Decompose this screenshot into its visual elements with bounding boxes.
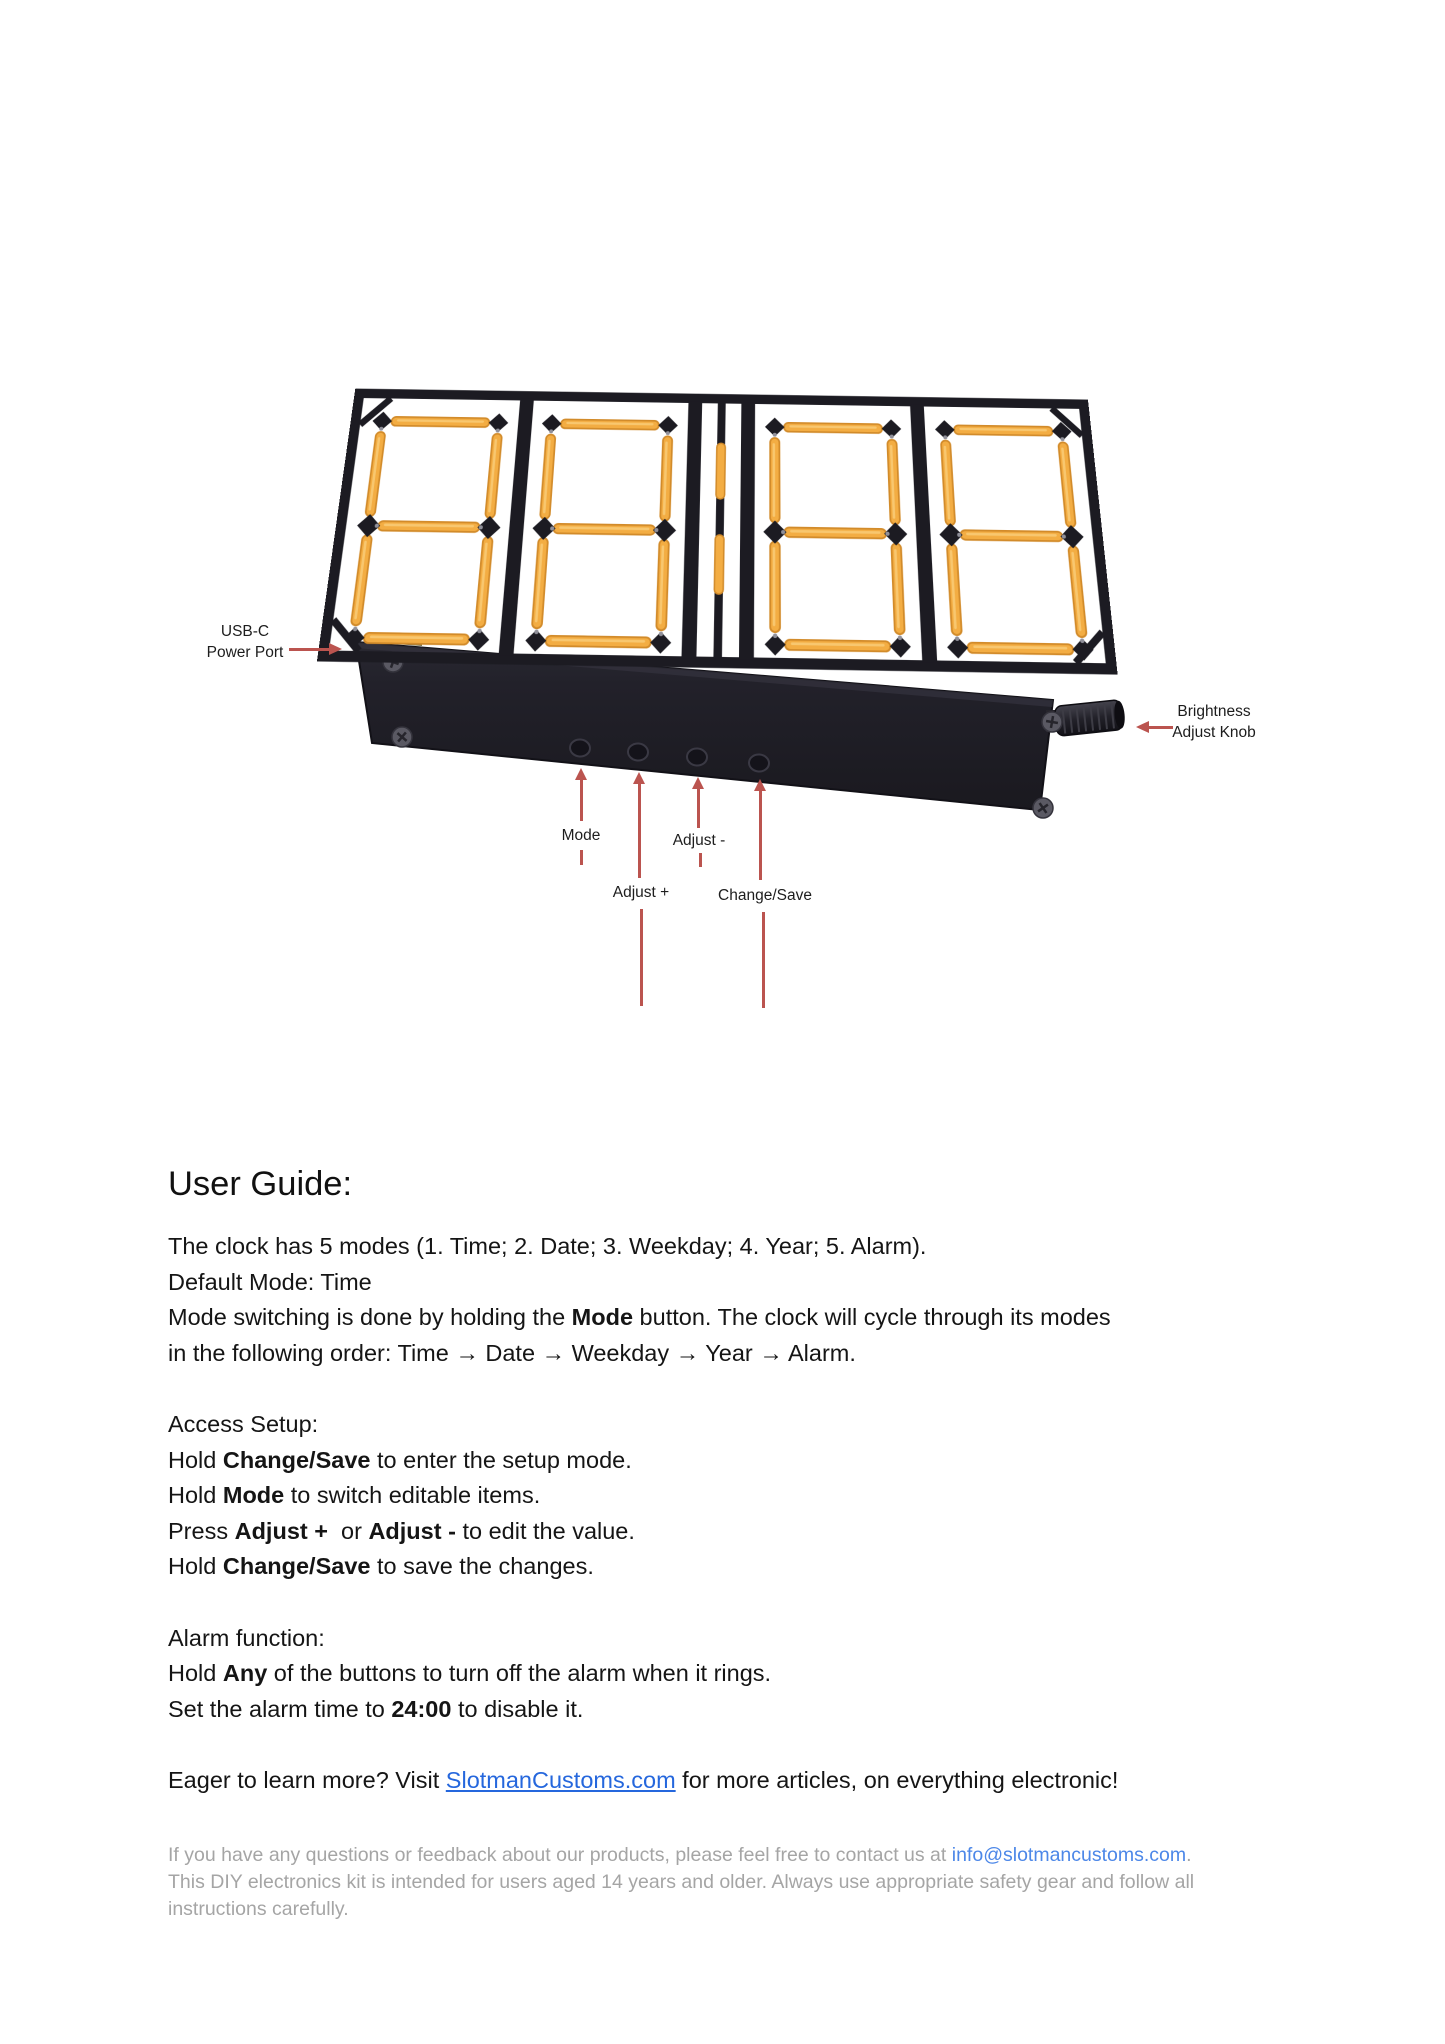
digit-4 xyxy=(933,420,1096,661)
text-run: Hold xyxy=(168,1446,223,1473)
brightness-label xyxy=(1156,702,1272,743)
colon-separator xyxy=(713,402,725,660)
text-run: If you have any questions or feedback about our products, please feel free to contact us at xyxy=(168,1844,952,1866)
text-line xyxy=(168,1514,1358,1550)
usb-c-label-line2: Power Port xyxy=(206,643,284,661)
email-link[interactable]: info@slotmancustoms.com xyxy=(951,1844,1187,1866)
text-run: instructions carefully. xyxy=(168,1898,349,1920)
text-run: button. The clock will cycle through its modes xyxy=(633,1304,1111,1330)
text-run: Hold xyxy=(168,1553,223,1579)
text-run: Set the alarm time to xyxy=(168,1695,392,1722)
text-run: This DIY electronics kit is intended for users aged 14 years and older. Always use appropriate safety gear and follow all xyxy=(168,1871,1195,1893)
text-run: of the buttons to turn off the alarm when it rings. xyxy=(267,1660,772,1686)
brightness-label-line2: Adjust Knob xyxy=(1172,723,1256,741)
user-guide-section xyxy=(168,1164,1358,1835)
text-run: in the following order: Time → Date → Weekday → Year → Alarm. xyxy=(168,1339,856,1366)
text-run: to enter the setup mode. xyxy=(370,1446,632,1473)
text-run: or xyxy=(327,1517,369,1544)
text-line xyxy=(168,1692,1358,1728)
text-run: Eager to learn more? Visit xyxy=(168,1767,446,1793)
clock-display-frame xyxy=(316,386,1118,679)
digit-3 xyxy=(763,417,913,657)
screw xyxy=(1033,798,1053,818)
text-run: Adjust - xyxy=(368,1517,456,1544)
text-line xyxy=(168,1896,1358,1923)
text-run: Mode xyxy=(222,1482,285,1508)
text-run: 24:00 xyxy=(391,1695,452,1722)
text-run: Adjust + xyxy=(234,1517,328,1544)
text-run: Default Mode: Time xyxy=(168,1268,372,1295)
text-line xyxy=(168,1549,1358,1585)
text-run: to disable it. xyxy=(451,1695,584,1722)
footer-lines xyxy=(168,1842,1358,1923)
digit-1 xyxy=(341,412,511,651)
text-line xyxy=(168,1265,1358,1301)
text-run: Press xyxy=(168,1517,235,1544)
footer-disclaimer xyxy=(168,1842,1358,1923)
adjust-minus-label: Adjust - xyxy=(672,832,726,849)
adjust-minus-button xyxy=(686,748,707,767)
mode-button xyxy=(569,739,590,758)
adjust-plus-arrow-tail xyxy=(640,909,643,1006)
text-run: Hold xyxy=(168,1482,223,1508)
text-line xyxy=(168,1621,1358,1657)
mode-arrow-line xyxy=(580,779,583,821)
screw xyxy=(1042,712,1062,732)
change-save-arrow-tail xyxy=(762,912,765,1008)
text-run: to save the changes. xyxy=(370,1553,594,1579)
text-run: Access Setup: xyxy=(168,1411,319,1437)
text-line xyxy=(168,1443,1358,1479)
brightness-knob xyxy=(1054,699,1126,736)
text-line xyxy=(168,1869,1358,1896)
usb-c-label-line1: USB-C xyxy=(220,623,270,640)
change-save-label: Change/Save xyxy=(718,887,812,904)
usb-arrow-line xyxy=(289,648,329,651)
change-save-button xyxy=(748,754,769,773)
text-line xyxy=(168,1336,1358,1372)
guide-paragraph xyxy=(168,1407,1358,1585)
guide-paragraph xyxy=(168,1621,1358,1728)
text-line xyxy=(168,1407,1358,1443)
usb-c-label xyxy=(185,622,305,663)
adjust-plus-button xyxy=(627,743,648,762)
guide-paragraph xyxy=(168,1229,1358,1371)
adjust-minus-arrow-line xyxy=(697,788,700,828)
digit-2 xyxy=(523,414,680,654)
text-run: Change/Save xyxy=(222,1446,371,1473)
guide-paragraph xyxy=(168,1763,1358,1799)
mode-arrow-tail xyxy=(580,850,583,865)
text-run: Change/Save xyxy=(222,1553,371,1579)
adjust-minus-arrow-tail xyxy=(699,853,702,867)
text-line xyxy=(168,1656,1358,1692)
adjust-plus-label: Adjust + xyxy=(612,884,670,901)
text-run: for more articles, on everything electronic! xyxy=(675,1767,1119,1793)
screw xyxy=(392,727,412,747)
text-run: Any xyxy=(222,1660,268,1686)
brightness-arrow-icon xyxy=(1136,721,1149,733)
text-line xyxy=(168,1229,1358,1265)
mode-label: Mode xyxy=(561,827,601,844)
change-save-arrow-line xyxy=(759,790,762,880)
page-title: User Guide: xyxy=(168,1165,353,1203)
text-run: . xyxy=(1186,1844,1192,1866)
text-run: Alarm function: xyxy=(168,1624,325,1651)
text-run: Mode xyxy=(571,1304,634,1330)
text-line xyxy=(168,1300,1358,1336)
text-line xyxy=(168,1478,1358,1514)
text-line xyxy=(168,1763,1358,1799)
text-line xyxy=(168,1842,1358,1869)
text-run: Hold xyxy=(168,1660,223,1686)
text-run: to switch editable items. xyxy=(284,1482,541,1508)
text-run: Mode switching is done by holding the xyxy=(168,1304,572,1330)
slotmancustoms-link[interactable]: SlotmanCustoms.com xyxy=(445,1767,676,1793)
guide-paragraphs xyxy=(168,1229,1358,1799)
usb-arrow-icon xyxy=(329,643,342,655)
brightness-label-line1: Brightness xyxy=(1177,703,1251,720)
text-run: to edit the value. xyxy=(455,1517,635,1544)
text-run: The clock has 5 modes (1. Time; 2. Date; 3. Weekday; 4. Year; 5. Alarm). xyxy=(168,1233,927,1259)
